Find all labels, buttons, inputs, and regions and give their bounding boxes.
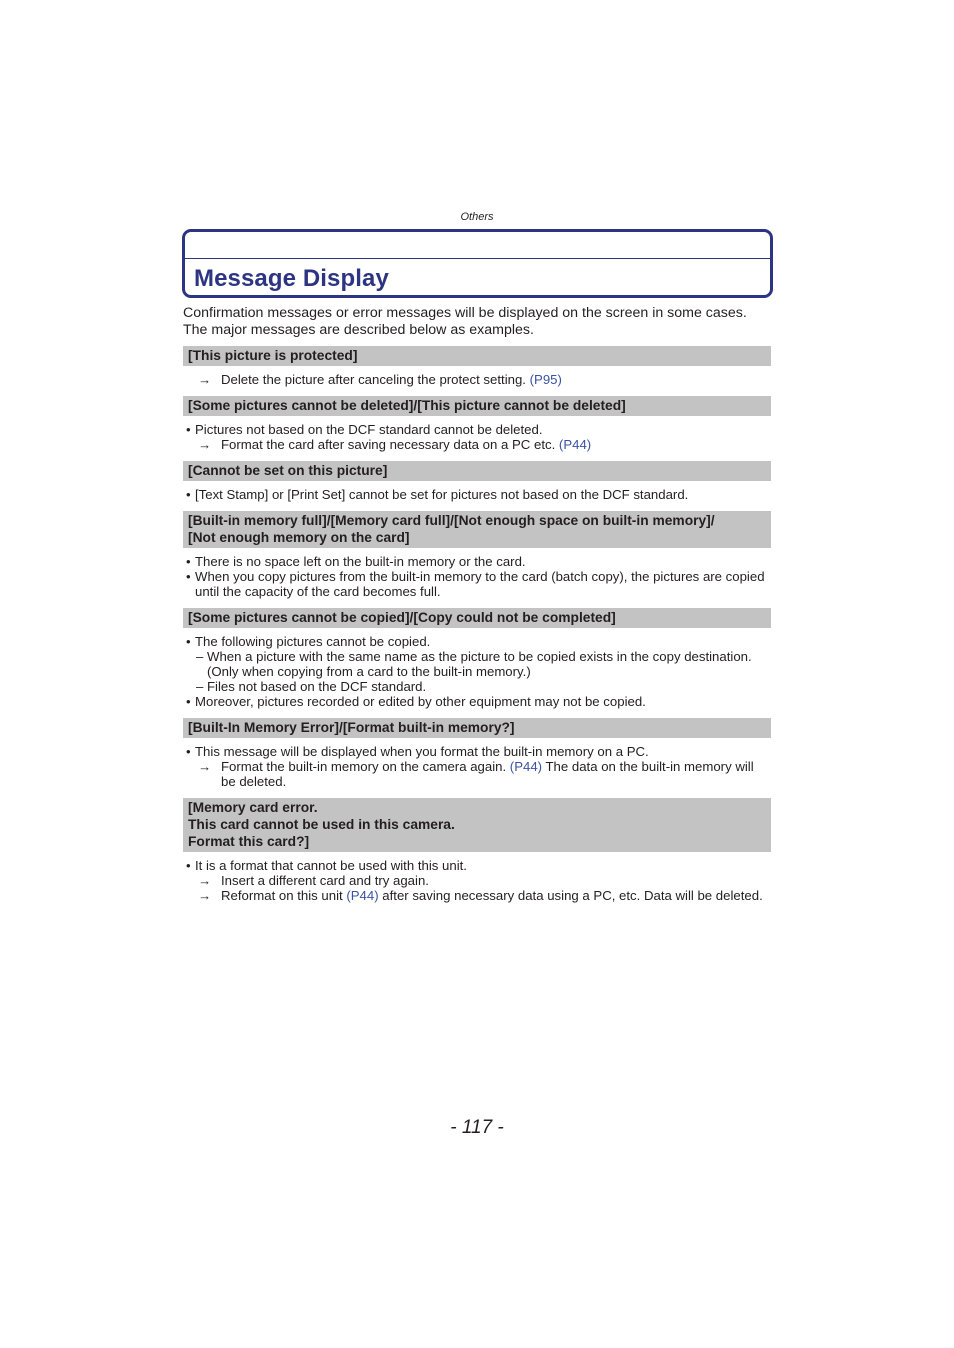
arrow-text [221,759,771,789]
title-box [182,229,773,298]
message-block [183,461,771,511]
bullet-text: It is a format that cannot be used with this unit. [195,858,467,873]
heading-line: [Cannot be set on this picture] [188,463,388,478]
bullet-text: This message will be displayed when you format the built-in memory on a PC. [195,744,649,759]
bullet-item [186,569,771,599]
heading-line: [Built-In Memory Error]/[Format built-in memory?] [188,720,515,735]
bullet-text: Pictures not based on the DCF standard cannot be deleted. [195,422,543,437]
message-block [183,396,771,461]
page-link[interactable]: (P95) [529,372,562,387]
bullet-text: The following pictures cannot be copied. [195,634,431,649]
dash-icon: – [196,649,204,664]
bullet-item [186,744,771,759]
message-block [183,608,771,718]
message-body [183,628,771,718]
arrow-item [186,759,771,789]
message-heading [183,346,771,366]
bullet-text: When you copy pictures from the built-in memory to the card (batch copy), the pictures are copied until the capacity of the card becomes full. [195,569,765,599]
intro-line: The major messages are described below as examples. [183,321,534,338]
message-body [183,416,771,461]
arrow-icon: → [198,759,212,774]
arrow-text: Insert a different card and try again. [221,873,429,888]
bullet-item [186,422,771,437]
page-link[interactable]: (P44) [346,888,379,903]
message-heading [183,798,771,852]
dash-icon: – [196,679,204,694]
message-heading [183,396,771,416]
arrow-icon: → [198,873,212,888]
title-divider [185,258,770,259]
heading-line: Format this card?] [188,834,310,849]
bullet-text: There is no space left on the built-in memory or the card. [195,554,526,569]
text: The data on the built-in memory will be deleted. [221,759,754,789]
bullet-icon: • [186,858,191,873]
bullet-icon: • [186,569,191,584]
arrow-item [186,437,771,452]
intro-line: Confirmation messages or error messages will be displayed on the screen in some cases. [183,305,747,321]
bullet-item [186,634,771,649]
arrow-text [221,372,562,387]
message-list [183,346,771,912]
text: Reformat on this unit [221,888,343,903]
heading-line: [Some pictures cannot be deleted]/[This picture cannot be deleted] [188,398,626,413]
heading-line: [Some pictures cannot be copied]/[Copy could not be completed] [188,610,616,625]
dash-item [186,649,771,679]
bullet-icon: • [186,744,191,759]
message-heading [183,461,771,481]
bullet-item [186,487,771,502]
arrow-text [221,437,591,452]
text: Delete the picture after canceling the protect setting. [221,372,526,387]
page-link[interactable]: (P44) [509,759,543,774]
message-heading [183,718,771,738]
bullet-item [186,858,771,873]
bullet-icon: • [186,634,191,649]
page-title: Message Display [194,265,389,292]
dash-text: When a picture with the same name as the picture to be copied exists in the copy destination. (Only when copying from a card to the built-in memory.) [207,649,752,679]
arrow-icon: → [198,437,212,452]
message-block [183,718,771,798]
text: Format the built-in memory on the camera again. [221,759,507,774]
intro-paragraph [183,305,783,338]
text: after saving necessary data using a PC, etc. Data will be deleted. [382,888,763,903]
heading-line: [Memory card error. [188,800,318,815]
arrow-item [186,372,771,387]
page-number: - 117 - [450,1117,504,1138]
page-link[interactable]: (P44) [558,437,592,452]
arrow-item [186,888,771,903]
arrow-icon: → [198,372,212,387]
bullet-icon: • [186,487,191,502]
message-block [183,798,771,912]
arrow-item [186,873,771,888]
section-label: Others [460,211,494,223]
arrow-icon: → [198,888,212,903]
message-block [183,346,771,396]
bullet-item [186,554,771,569]
dash-text: Files not based on the DCF standard. [207,679,427,694]
message-body [183,481,771,511]
bullet-text: [Text Stamp] or [Print Set] cannot be set for pictures not based on the DCF standard. [195,487,689,502]
message-body [183,548,771,608]
text: Format the card after saving necessary data on a PC etc. [221,437,556,452]
bullet-icon: • [186,422,191,437]
message-body [183,852,771,912]
bullet-text: Moreover, pictures recorded or edited by other equipment may not be copied. [195,694,646,709]
heading-line: [Not enough memory on the card] [188,530,410,545]
message-block [183,511,771,608]
message-heading [183,608,771,628]
bullet-item [186,694,771,709]
heading-line: [This picture is protected] [188,348,358,363]
bullet-icon: • [186,694,191,709]
heading-line: [Built-in memory full]/[Memory card full]/[Not enough space on built-in memory]/ [188,513,715,528]
message-body [183,366,771,396]
arrow-text [221,888,763,903]
bullet-icon: • [186,554,191,569]
message-heading [183,511,771,548]
heading-line: This card cannot be used in this camera. [188,817,455,832]
message-body [183,738,771,798]
dash-item [186,679,771,694]
